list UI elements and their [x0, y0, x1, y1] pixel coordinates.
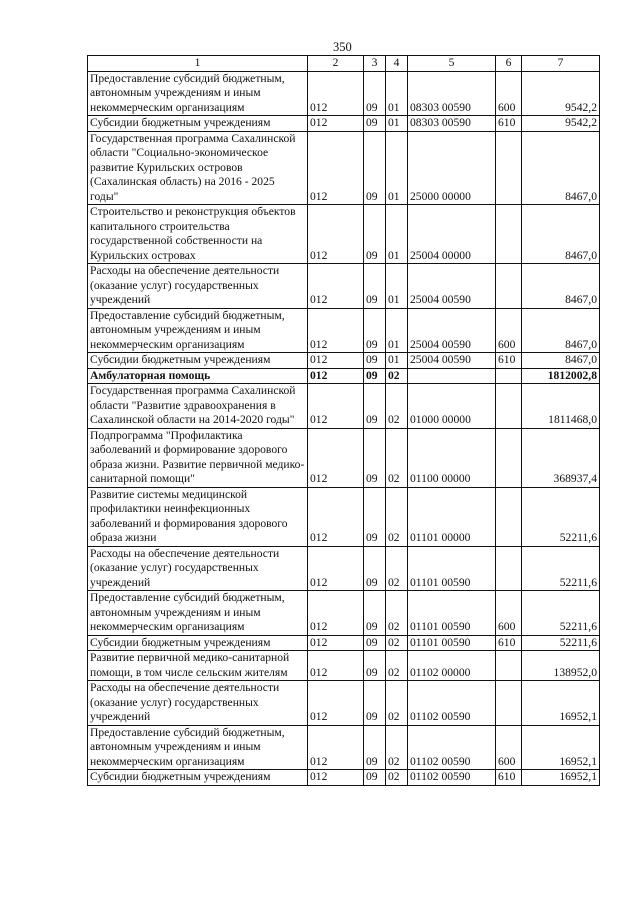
row-section-code: 09 [364, 591, 386, 636]
row-name-cell: Государственная программа Сахалинской области "Развитие здравоохранения в Сахалинской области на 2014-2020 годы" [88, 384, 308, 429]
row-amount: 8467,0 [522, 353, 600, 369]
row-name-cell: Расходы на обеспечение деятельности (оказание услуг) государственных учреждений [88, 546, 308, 591]
row-expense-type-code [496, 384, 522, 429]
row-name-cell: Субсидии бюджетным учреждениям [88, 635, 308, 651]
row-subsection-code: 01 [386, 116, 408, 132]
row-name-cell: Субсидии бюджетным учреждениям [88, 770, 308, 786]
row-article-code: 08303 00590 [408, 116, 496, 132]
row-name-cell: Подпрограмма "Профилактика заболеваний и формирование здорового образа жизни. Развитие первичной медико-санитарной помощи" [88, 428, 308, 487]
row-section-code: 09 [364, 368, 386, 384]
row-name-cell: Расходы на обеспечение деятельности (оказание услуг) государственных учреждений [88, 681, 308, 726]
row-name-cell: Развитие первичной медико-санитарной помощи, в том числе сельским жителям [88, 651, 308, 681]
row-expense-type-code [496, 428, 522, 487]
table-row [88, 131, 600, 205]
row-name-cell: Предоставление субсидий бюджетным, автономным учреждениям и иным некоммерческим организациям [88, 308, 308, 353]
row-section-code: 09 [364, 681, 386, 726]
table-row [88, 725, 600, 770]
row-subsection-code: 01 [386, 71, 408, 116]
header-col-7: 7 [522, 56, 600, 72]
row-expense-type-code: 610 [496, 353, 522, 369]
table-row [88, 368, 600, 384]
row-subsection-code: 02 [386, 770, 408, 786]
row-subsection-code: 01 [386, 264, 408, 309]
row-expense-type-code: 600 [496, 71, 522, 116]
row-admin-code: 012 [308, 116, 364, 132]
row-name-cell: Развитие системы медицинской профилактики неинфекционных заболеваний и формирования здорового образа жизни [88, 487, 308, 546]
page-number: 350 [333, 40, 352, 54]
row-section-code: 09 [364, 131, 386, 205]
row-subsection-code: 01 [386, 205, 408, 264]
row-expense-type-code [496, 131, 522, 205]
row-article-code: 25004 00590 [408, 308, 496, 353]
row-article-code: 01101 00590 [408, 591, 496, 636]
row-expense-type-code: 610 [496, 770, 522, 786]
row-admin-code: 012 [308, 131, 364, 205]
row-amount: 52211,6 [522, 546, 600, 591]
row-amount: 138952,0 [522, 651, 600, 681]
row-expense-type-code: 610 [496, 635, 522, 651]
row-article-code: 01000 00000 [408, 384, 496, 429]
row-admin-code: 012 [308, 681, 364, 726]
row-amount: 9542,2 [522, 71, 600, 116]
row-subsection-code: 02 [386, 635, 408, 651]
row-subsection-code: 02 [386, 428, 408, 487]
row-subsection-code: 02 [386, 546, 408, 591]
row-amount: 16952,1 [522, 770, 600, 786]
row-expense-type-code [496, 264, 522, 309]
row-admin-code: 012 [308, 651, 364, 681]
row-admin-code: 012 [308, 353, 364, 369]
row-amount: 52211,6 [522, 487, 600, 546]
row-article-code: 25004 00590 [408, 353, 496, 369]
row-section-code: 09 [364, 353, 386, 369]
budget-table [87, 55, 600, 786]
row-subsection-code: 02 [386, 487, 408, 546]
row-admin-code: 012 [308, 71, 364, 116]
row-expense-type-code: 600 [496, 725, 522, 770]
row-expense-type-code [496, 205, 522, 264]
row-article-code: 01102 00590 [408, 725, 496, 770]
table-row [88, 546, 600, 591]
row-amount: 8467,0 [522, 205, 600, 264]
row-amount: 1811468,0 [522, 384, 600, 429]
row-admin-code: 012 [308, 384, 364, 429]
table-row [88, 116, 600, 132]
row-article-code: 01100 00000 [408, 428, 496, 487]
header-col-1: 1 [88, 56, 308, 72]
row-amount: 8467,0 [522, 264, 600, 309]
table-row [88, 428, 600, 487]
row-expense-type-code: 610 [496, 116, 522, 132]
row-admin-code: 012 [308, 591, 364, 636]
row-name-cell: Предоставление субсидий бюджетным, автономным учреждениям и иным некоммерческим организациям [88, 591, 308, 636]
row-section-code: 09 [364, 384, 386, 429]
row-section-code: 09 [364, 308, 386, 353]
row-section-code: 09 [364, 71, 386, 116]
table-row [88, 635, 600, 651]
row-subsection-code: 02 [386, 591, 408, 636]
header-col-3: 3 [364, 56, 386, 72]
row-expense-type-code [496, 681, 522, 726]
table-row [88, 205, 600, 264]
header-col-2: 2 [308, 56, 364, 72]
row-section-code: 09 [364, 651, 386, 681]
table-row [88, 591, 600, 636]
row-amount: 1812002,8 [522, 368, 600, 384]
row-article-code: 01102 00000 [408, 651, 496, 681]
row-article-code: 01102 00590 [408, 770, 496, 786]
row-amount: 52211,6 [522, 591, 600, 636]
row-article-code: 08303 00590 [408, 71, 496, 116]
header-col-5: 5 [408, 56, 496, 72]
row-section-code: 09 [364, 546, 386, 591]
row-subsection-code: 01 [386, 308, 408, 353]
row-amount: 16952,1 [522, 725, 600, 770]
row-amount: 52211,6 [522, 635, 600, 651]
row-subsection-code: 02 [386, 651, 408, 681]
row-article-code: 01101 00000 [408, 487, 496, 546]
row-expense-type-code [496, 368, 522, 384]
row-section-code: 09 [364, 770, 386, 786]
row-section-code: 09 [364, 428, 386, 487]
row-name-cell: Предоставление субсидий бюджетным, автономным учреждениям и иным некоммерческим организациям [88, 725, 308, 770]
table-row [88, 770, 600, 786]
row-section-code: 09 [364, 116, 386, 132]
row-expense-type-code [496, 546, 522, 591]
row-name-cell: Государственная программа Сахалинской области "Социально-экономическое развитие Курильских островов (Сахалинская область) на 2016 - 2025 годы" [88, 131, 308, 205]
row-admin-code: 012 [308, 428, 364, 487]
header-col-6: 6 [496, 56, 522, 72]
row-subsection-code: 02 [386, 725, 408, 770]
row-admin-code: 012 [308, 635, 364, 651]
row-name-cell: Расходы на обеспечение деятельности (оказание услуг) государственных учреждений [88, 264, 308, 309]
row-admin-code: 012 [308, 546, 364, 591]
row-admin-code: 012 [308, 368, 364, 384]
row-expense-type-code [496, 487, 522, 546]
header-col-4: 4 [386, 56, 408, 72]
row-amount: 8467,0 [522, 131, 600, 205]
table-row [88, 353, 600, 369]
row-admin-code: 012 [308, 725, 364, 770]
table-row [88, 384, 600, 429]
row-article-code: 25000 00000 [408, 131, 496, 205]
header-row [88, 56, 600, 72]
row-section-code: 09 [364, 635, 386, 651]
row-subsection-code: 02 [386, 681, 408, 726]
row-name-cell: Субсидии бюджетным учреждениям [88, 353, 308, 369]
row-subsection-code: 01 [386, 131, 408, 205]
row-expense-type-code: 600 [496, 308, 522, 353]
row-admin-code: 012 [308, 205, 364, 264]
row-section-code: 09 [364, 487, 386, 546]
row-subsection-code: 02 [386, 384, 408, 429]
row-article-code [408, 368, 496, 384]
row-admin-code: 012 [308, 264, 364, 309]
row-article-code: 25004 00590 [408, 264, 496, 309]
row-article-code: 01101 00590 [408, 635, 496, 651]
table-row [88, 681, 600, 726]
row-subsection-code: 01 [386, 353, 408, 369]
row-amount: 8467,0 [522, 308, 600, 353]
row-admin-code: 012 [308, 308, 364, 353]
table-row [88, 264, 600, 309]
row-admin-code: 012 [308, 487, 364, 546]
row-name-cell: Амбулаторная помощь [88, 368, 308, 384]
table-row [88, 651, 600, 681]
row-expense-type-code: 600 [496, 591, 522, 636]
row-section-code: 09 [364, 205, 386, 264]
table-row [88, 487, 600, 546]
row-expense-type-code [496, 651, 522, 681]
row-admin-code: 012 [308, 770, 364, 786]
row-section-code: 09 [364, 264, 386, 309]
row-name-cell: Предоставление субсидий бюджетным, автономным учреждениям и иным некоммерческим организациям [88, 71, 308, 116]
row-section-code: 09 [364, 725, 386, 770]
row-article-code: 25004 00000 [408, 205, 496, 264]
table-row [88, 308, 600, 353]
row-amount: 368937,4 [522, 428, 600, 487]
row-article-code: 01102 00590 [408, 681, 496, 726]
table-row [88, 71, 600, 116]
row-name-cell: Субсидии бюджетным учреждениям [88, 116, 308, 132]
row-article-code: 01101 00590 [408, 546, 496, 591]
row-subsection-code: 02 [386, 368, 408, 384]
row-amount: 16952,1 [522, 681, 600, 726]
row-amount: 9542,2 [522, 116, 600, 132]
row-name-cell: Строительство и реконструкция объектов капитального строительства государственной собственности на Курильских островах [88, 205, 308, 264]
